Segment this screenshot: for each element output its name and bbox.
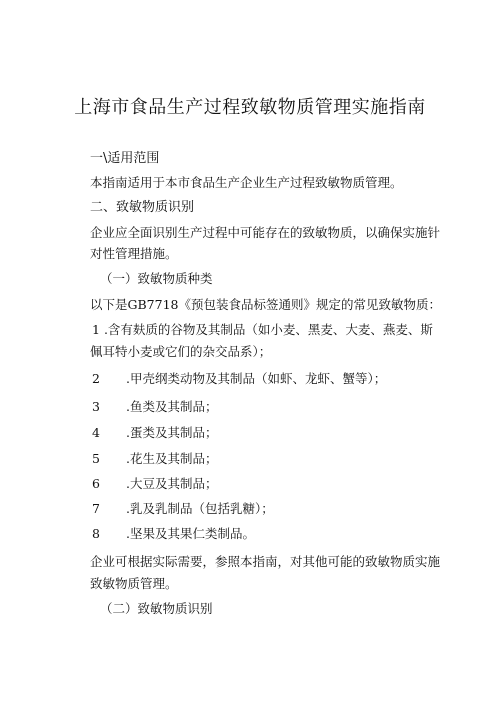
document-title: 上海市食品生产过程致敏物质管理实施指南 [74, 97, 426, 118]
list-item-text: .鱼类及其制品； [125, 399, 218, 414]
section-1-text: 本指南适用于本市食品生产企业生产过程致敏物质管理。 [90, 175, 403, 190]
section-1-heading: 一\适用范围 [90, 151, 160, 166]
list-item-number: 6 [92, 476, 100, 491]
list-item [92, 475, 217, 493]
section-2-intro-line1: 企业应全面识别生产过程中可能存在的致敏物质，以确保实施针 [90, 225, 441, 240]
list-item-text: .甲壳纲类动物及其制品（如虾、龙虾、蟹等）； [125, 371, 387, 386]
list-item-number: 8 [92, 526, 100, 541]
list-item-number: 2 [92, 371, 100, 386]
subsection-1-closing-line2: 致敏物质管理。 [90, 576, 178, 591]
list-item-text: .坚果及其果仁类制品。 [125, 526, 255, 541]
list-item [92, 450, 217, 468]
list-item [92, 321, 433, 339]
list-item-number: 5 [92, 451, 100, 466]
list-item [92, 398, 217, 416]
subsection-2-heading: （二）致敏物质识别 [100, 601, 213, 616]
list-item [92, 525, 255, 543]
list-item-number: 4 [92, 425, 100, 440]
section-2-intro-line2: 对性管理措施。 [90, 246, 178, 261]
subsection-1-closing-line1: 企业可根据实际需要，参照本指南，对其他可能的致敏物质实施 [90, 554, 441, 569]
list-item-number: 1 [92, 322, 100, 337]
list-item [92, 370, 386, 388]
list-item-text: .大豆及其制品； [125, 476, 218, 491]
subsection-1-lead: 以下是GB7718《预包装食品标签通则》规定的常见致敏物质： [90, 297, 441, 312]
section-2-heading: 二、致敏物质识别 [90, 200, 195, 215]
list-item-text: .含有麸质的谷物及其制品（如小麦、黑麦、大麦、燕麦、斯 [103, 322, 433, 337]
list-item-continuation: 佩耳特小麦或它们的杂交品系）； [90, 344, 272, 359]
list-item-text: .花生及其制品； [125, 451, 218, 466]
list-item [92, 424, 217, 442]
list-item-number: 7 [92, 501, 100, 516]
list-item-number: 3 [92, 399, 100, 414]
subsection-1-heading: （一）致敏物质种类 [100, 271, 213, 286]
list-item-text: .蛋类及其制品； [125, 425, 218, 440]
list-item-text: .乳及乳制品（包括乳糖）； [125, 501, 274, 516]
list-item [92, 500, 274, 518]
